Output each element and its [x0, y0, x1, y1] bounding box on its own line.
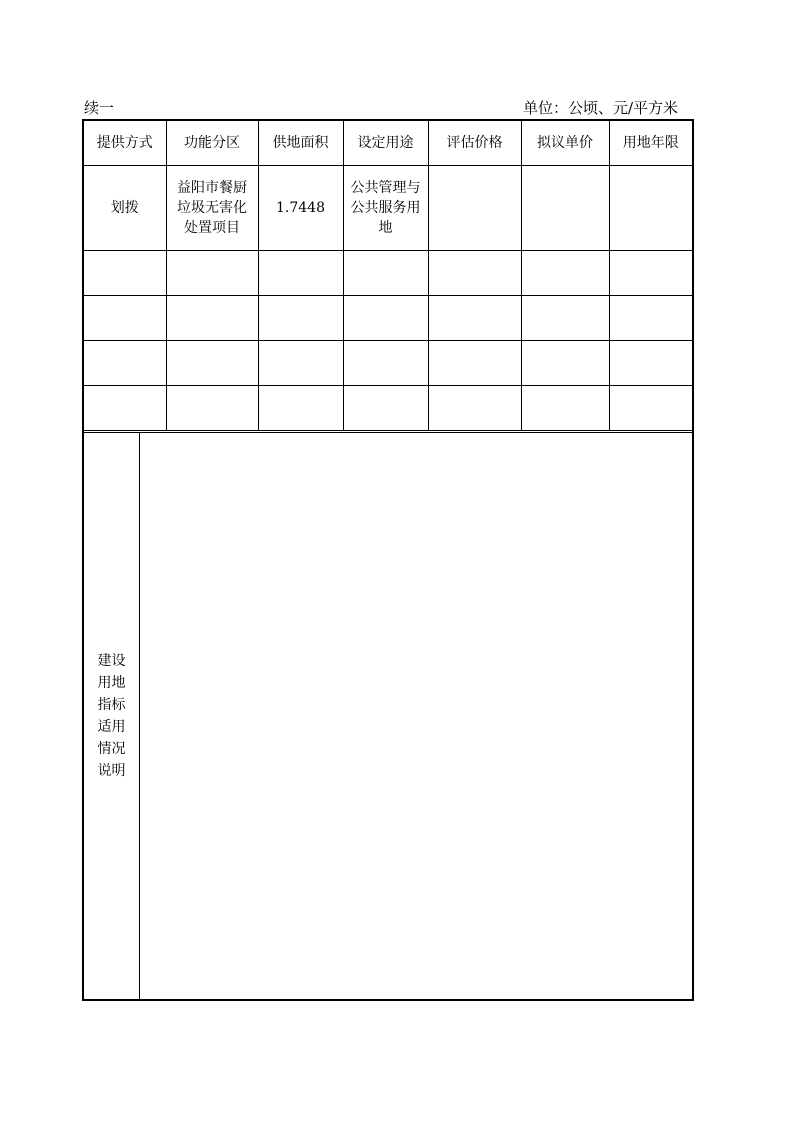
table-cell[interactable] [521, 341, 609, 386]
table-cell[interactable] [166, 296, 258, 341]
notes-body[interactable] [140, 433, 692, 999]
land-supply-table [84, 121, 692, 431]
table-cell[interactable] [609, 341, 692, 386]
table-cell[interactable] [343, 341, 428, 386]
notes-label: 建设用地指标适用情况说明 [97, 653, 126, 779]
land-use-text: 公共管理与公共服务用地 [350, 180, 421, 236]
table-cell[interactable] [166, 341, 258, 386]
column-header: 评估价格 [428, 121, 521, 166]
column-header: 供地面积 [258, 121, 343, 166]
table-row [84, 166, 692, 251]
column-header: 设定用途 [343, 121, 428, 166]
land-supply-form [82, 119, 694, 1001]
table-cell[interactable] [428, 341, 521, 386]
column-header: 拟议单价 [521, 121, 609, 166]
table-row [84, 386, 692, 431]
land-use-cell [343, 166, 428, 251]
functional-zone-text: 益阳市餐厨垃圾无害化处置项目 [177, 180, 247, 236]
table-cell[interactable] [609, 296, 692, 341]
unit-label: 单位：公顷、元/平方米 [522, 99, 678, 117]
table-row [84, 341, 692, 386]
table-cell[interactable] [343, 296, 428, 341]
table-cell[interactable] [343, 251, 428, 296]
table-cell[interactable] [84, 386, 166, 431]
supply-area-cell: 1.7448 [258, 166, 343, 251]
continuation-label: 续一 [84, 99, 115, 117]
appraisal-price-cell[interactable] [428, 166, 521, 251]
proposed-unit-price-cell[interactable] [521, 166, 609, 251]
table-cell[interactable] [521, 296, 609, 341]
table-header-row [84, 121, 692, 166]
table-cell[interactable] [84, 251, 166, 296]
table-cell[interactable] [166, 251, 258, 296]
table-cell[interactable] [428, 251, 521, 296]
table-cell[interactable] [609, 386, 692, 431]
table-cell[interactable] [258, 341, 343, 386]
table-cell[interactable] [609, 251, 692, 296]
table-cell[interactable] [521, 251, 609, 296]
table-cell[interactable] [428, 386, 521, 431]
functional-zone-cell [166, 166, 258, 251]
table-cell[interactable] [84, 341, 166, 386]
table-cell[interactable] [258, 251, 343, 296]
table-row [84, 251, 692, 296]
table-cell[interactable] [343, 386, 428, 431]
table-cell[interactable] [166, 386, 258, 431]
table-cell[interactable] [84, 296, 166, 341]
notes-label-cell [84, 433, 140, 999]
notes-section [84, 432, 692, 999]
supply-method-cell: 划拨 [84, 166, 166, 251]
table-cell[interactable] [521, 386, 609, 431]
table-cell[interactable] [258, 386, 343, 431]
column-header: 功能分区 [166, 121, 258, 166]
column-header: 用地年限 [609, 121, 692, 166]
column-header: 提供方式 [84, 121, 166, 166]
table-cell[interactable] [258, 296, 343, 341]
table-row [84, 296, 692, 341]
table-cell[interactable] [428, 296, 521, 341]
land-use-term-cell[interactable] [609, 166, 692, 251]
